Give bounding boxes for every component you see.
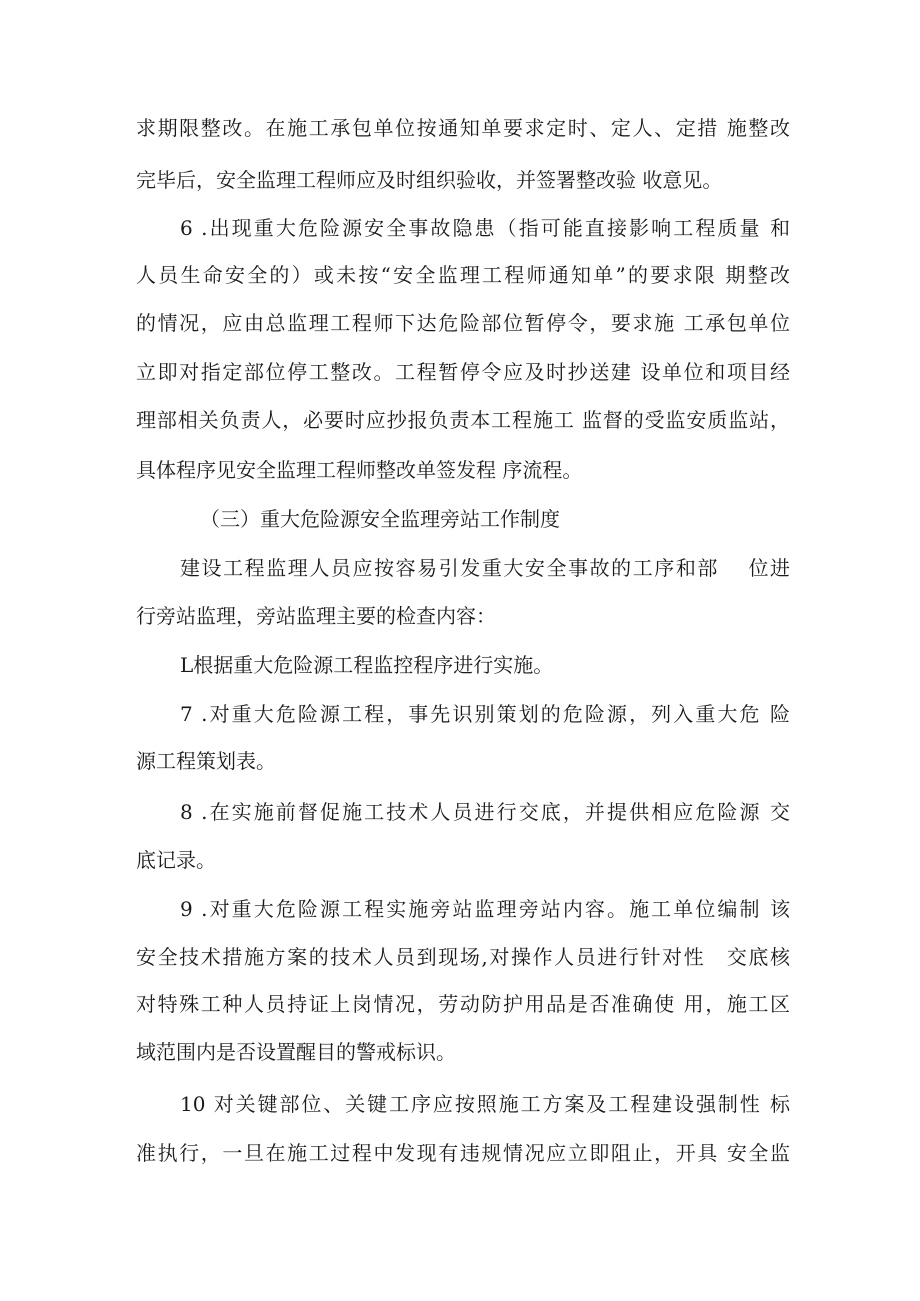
text-line-11: 行旁站监理，旁站监理主要的检查内容： [136, 604, 496, 628]
text-line-14: 源工程策划表。 [136, 749, 276, 773]
text-line-18: 安全技术措施方案的技术人员到现场,对操作人员进行针对性 交底核 [136, 945, 790, 969]
text-line-8: 具体程序见安全监理工程师整改单签发程 序流程。 [136, 458, 583, 482]
text-line-22: 准执行，一旦在施工过程中发现有违规情况应立即阻止，开具 安全监 [136, 1141, 790, 1165]
text-line-17: 9 .对重大危险源工程实施旁站监理旁站内容。施工单位编制 该 [180, 897, 790, 921]
text-line-16: 底记录。 [136, 848, 216, 872]
text-line-20: 域范围内是否设置醒目的警戒标识。 [136, 1040, 456, 1064]
text-line-21: 10 对关键部位、关键工序应按照施工方案及工程建设强制性 标 [180, 1092, 790, 1116]
text-line-7: 理部相关负责人，必要时应抄报负责本工程施工 监督的受监安质监站， [136, 408, 790, 432]
text-line-10: 建设工程监理人员应按容易引发重大安全事故的工序和部 位进 [180, 556, 790, 580]
text-line-1: 求期限整改。在施工承包单位按通知单要求定时、定人、定措 施整改 [136, 116, 790, 140]
text-line-2: 完毕后，安全监理工程师应及时组织验收，并签署整改验 收意见。 [136, 168, 723, 192]
section-heading: （三）重大危险源安全监理旁站工作制度 [200, 507, 560, 531]
text-line-6: 立即对指定部位停工整改。工程暂停令应及时抄送建 设单位和项目经 [136, 360, 790, 384]
text-line-15: 8 .在实施前督促施工技术人员进行交底，并提供相应危险源 交 [180, 800, 790, 824]
text-line-13: 7 .对重大危险源工程，事先识别策划的危险源，列入重大危 险 [180, 702, 790, 726]
text-line-12: L根据重大危险源工程监控程序进行实施。 [180, 653, 554, 677]
text-line-19: 对特殊工种人员持证上岗情况，劳动防护用品是否准确使 用，施工区 [136, 992, 790, 1016]
text-line-4: 人员生命安全的）或未按“安全监理工程师通知单”的要求限 期整改 [136, 263, 790, 287]
text-line-3: 6 .出现重大危险源安全事故隐患（指可能直接影响工程质量 和 [180, 216, 790, 240]
text-line-5: 的情况，应由总监理工程师下达危险部位暂停令，要求施 工承包单位 [136, 311, 790, 335]
